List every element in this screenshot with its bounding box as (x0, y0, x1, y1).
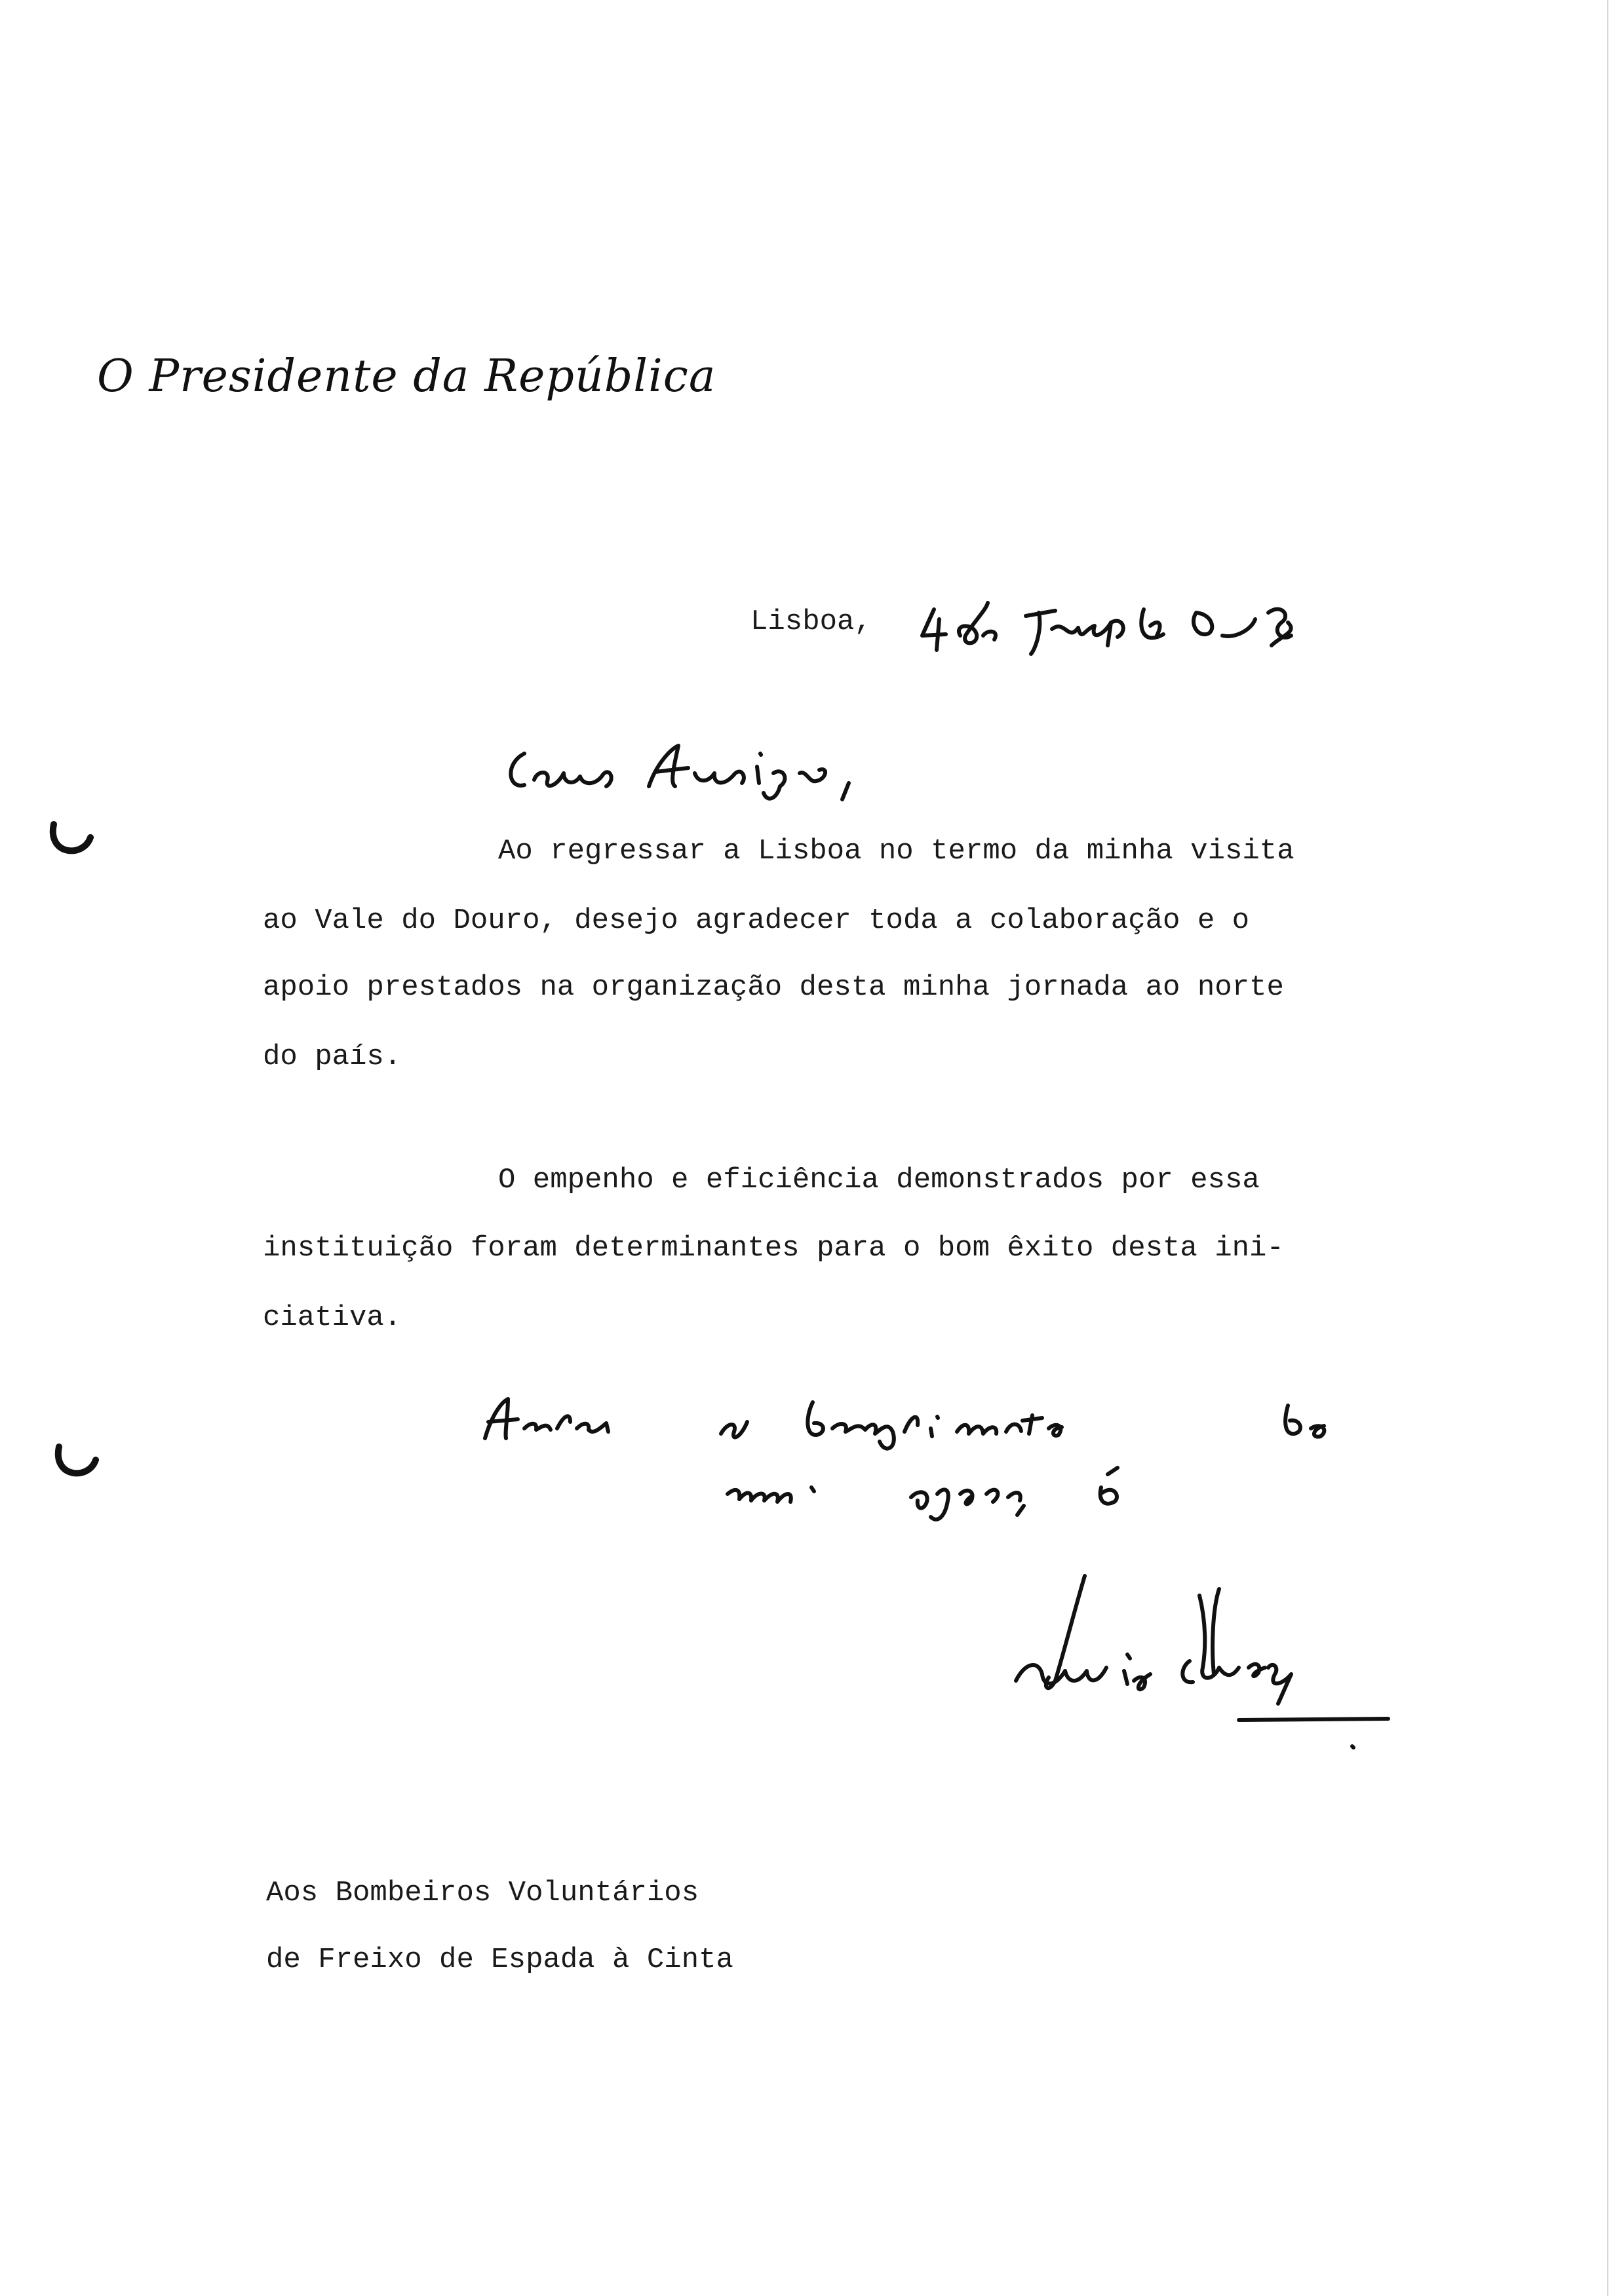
body-line: Ao regressar a Lisboa no termo da minha visita (498, 835, 1294, 868)
handwritten-signature (1003, 1569, 1409, 1759)
recipient-line: de Freixo de Espada à Cinta (266, 1943, 733, 1976)
body-line: instituição foram determinantes para o bom êxito desta ini- (263, 1232, 1284, 1265)
handwritten-salutation (498, 734, 891, 806)
recipient-line: Aos Bombeiros Voluntários (266, 1877, 699, 1909)
body-line: ao Vale do Douro, desejo agradecer toda a colaboração e o (263, 904, 1250, 937)
body-line: do país. (263, 1041, 402, 1073)
letterhead-title: O Presidente da República (97, 351, 716, 402)
handwritten-closing (478, 1376, 1337, 1546)
dateline-place: Lisboa, (750, 605, 872, 638)
body-line: apoio prestados na organização desta minha jornada ao norte (263, 971, 1284, 1004)
binder-hole-mark-top (47, 819, 100, 865)
page-edge-line (1607, 0, 1608, 2296)
body-line: ciativa. (263, 1301, 402, 1334)
binder-hole-mark-bottom (52, 1442, 105, 1487)
handwritten-date (914, 583, 1301, 662)
body-line: O empenho e eficiência demonstrados por essa (498, 1164, 1260, 1196)
